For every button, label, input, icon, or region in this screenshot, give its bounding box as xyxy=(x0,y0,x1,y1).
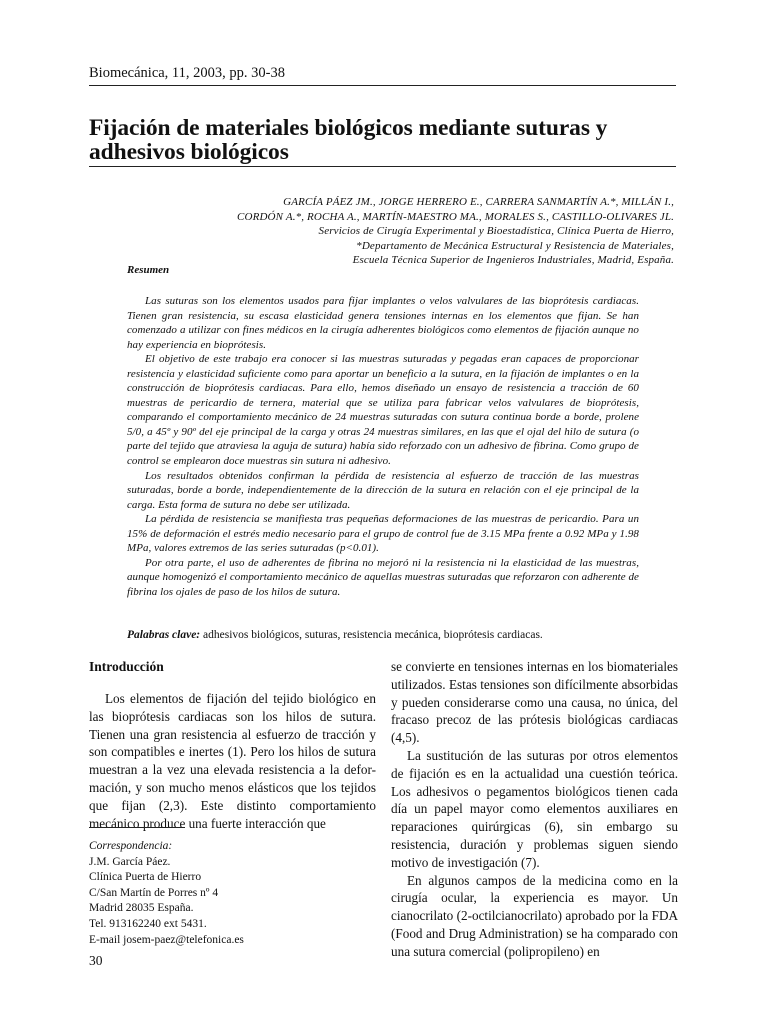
abstract xyxy=(127,294,639,599)
intro-paragraph: se convierte en tensiones internas en los biomateriales utilizados. Estas tensiones son difícilmente absorbidas y pueden considerarse como una causa, no única, del fracaso precoz de las prótesis biológicas cardiacas (4,5). xyxy=(391,659,678,746)
abstract-paragraph: La pérdida de resistencia se manifiesta tras pequeñas deformaciones de las muestras de pericardio. Para un 15% de deformación el estrés medio necesario para el grupo de control fue de 3.15 MPa frente a 0.92 MPa y 1.98 MPa, valores extremos de las series suturadas (p<0.01). xyxy=(127,513,639,555)
abstract-heading: Resumen xyxy=(127,264,170,276)
author-line: CORDÓN A.*, ROCHA A., MARTÍN-MAESTRO MA., MORALES S., CASTILLO-OLIVARES JL. xyxy=(237,210,674,223)
intro-paragraph: La sustitución de las suturas por otros elementos de fijación es en la actualidad una cuestión teórica. Los adhesivos o pegamentos biológicos tienen cada día un papel mayor como elementos auxiliares en reparaciones quirúrgicas (6), sin embargo su resistencia, duración y problemas siguen siendo motivo de investigación (7). xyxy=(391,747,678,870)
header-rule xyxy=(89,85,676,86)
correspondence-block xyxy=(89,839,244,948)
correspondence-line: Tel. 913162240 ext 5431. xyxy=(89,917,207,930)
correspondence-email: E-mail josem-paez@telefonica.es xyxy=(89,933,244,946)
footnote-rule xyxy=(89,827,185,828)
journal-citation: Biomecánica, 11, 2003, pp. 30-38 xyxy=(89,65,285,81)
right-column xyxy=(391,658,678,961)
article-title: Fijación de materiales biológicos mediante suturas y adhesivos biológicos xyxy=(89,115,608,165)
author-line: GARCÍA PÁEZ JM., JORGE HERRERO E., CARRERA SANMARTÍN A.*, MILLÁN I., xyxy=(283,196,674,208)
affiliation-line: Escuela Técnica Superior de Ingenieros Industriales, Madrid, España. xyxy=(352,254,674,266)
correspondence-line: J.M. García Páez. xyxy=(89,855,171,868)
title-rule xyxy=(89,166,676,167)
left-column xyxy=(89,658,376,832)
intro-heading: Introducción xyxy=(89,659,164,674)
affiliation-line: Servicios de Cirugía Experimental y Bioestadística, Clínica Puerta de Hierro, xyxy=(318,225,674,237)
correspondence-line: Clínica Puerta de Hierro xyxy=(89,871,202,884)
keywords-label: Palabras clave: xyxy=(127,629,201,641)
abstract-paragraph: El objetivo de este trabajo era conocer si las muestras suturadas y pegadas eran capaces de proporcionar resistencia y elasticidad suficiente como para aportar un beneficio a la sutura, en la fijación de implantes o en la construcción de bioprótesis cardiacas. Para ello, hemos diseñado un ensayo de resistencia a tracción de 60 muestras de pericardio de ternera, material que se utiliza para fabricar velos valvulares de bioprótesis, comparando el comportamiento mecánico de 24 muestras suturadas con sutura continua borde a borde, prolene 5/0, a 45º y 90º del eje principal de la carga y otras 24 muestras similares, en las que el ojal del hilo de sutura (o parte del tejido que atraviesa la aguja de sutura) había sido reforzado con un adhesivo de fibrina. Como grupo de control se emplearon doce muestras sin sutura ni adhesivo. xyxy=(127,353,639,468)
keywords-text: adhesivos biológicos, suturas, resistencia mecánica, bioprótesis cardiacas. xyxy=(200,629,543,641)
abstract-paragraph: Las suturas son los elementos usados para fijar implantes o velos valvulares de las bioprótesis cardiacas. Tienen gran resistencia, su escasa elasticidad genera tensiones internas en los elementos que fijan. Se han comenzado a utilizar con fines médicos en la cirugía adherentes biológicos como elementos de fijación aunque no hay experiencia en bioprótesis. xyxy=(127,295,639,351)
correspondence-line: Madrid 28035 España. xyxy=(89,902,194,915)
intro-paragraph: En algunos campos de la medicina como en la cirugía ocular, la experiencia es mayor. Un cianocrilato (2-octilcianocrilato) aprobado por la FDA (Food and Drug Administration) se ha comparado con una sutura comercial (polipropileno) en xyxy=(391,872,678,959)
affiliation-line: *Departamento de Mecánica Estructural y Resistencia de Materiales, xyxy=(356,239,674,252)
page-number: 30 xyxy=(89,953,103,968)
intro-paragraph: Los elementos de fijación del tejido biológico en las bioprótesis cardiacas son los hilos de sutura. Tienen una gran resistencia al esfuerzo de tracción y son compatibles e inertes (1). Pero los hilos de sutura muestran a la vez una elevada resistencia a la defor- mación, y son mucho menos elásticos que los tejidos que fijan (2,3). Este distinto comportamiento mecánico produce una fuerte interacción que xyxy=(89,691,376,831)
authors-block xyxy=(84,195,674,268)
correspondence-line: C/San Martín de Porres nº 4 xyxy=(89,886,219,899)
abstract-paragraph: Los resultados obtenidos confirman la pérdida de resistencia al esfuerzo de tracción de las muestras suturadas, borde a borde, independientemente de la dirección de la sutura en relación con el eje principal de la carga. Esta forma de sutura no debe ser utilizada. xyxy=(127,469,639,511)
abstract-paragraph: Por otra parte, el uso de adherentes de fibrina no mejoró ni la resistencia ni la elasticidad de las muestras, aunque homogenizó el comportamiento mecánico de aquellas muestras suturadas que reforzaron con adherente de fibrina los ojales de paso de los hilos de sutura. xyxy=(127,556,639,598)
keywords xyxy=(127,629,543,641)
correspondence-heading: Correspondencia: xyxy=(89,840,173,852)
